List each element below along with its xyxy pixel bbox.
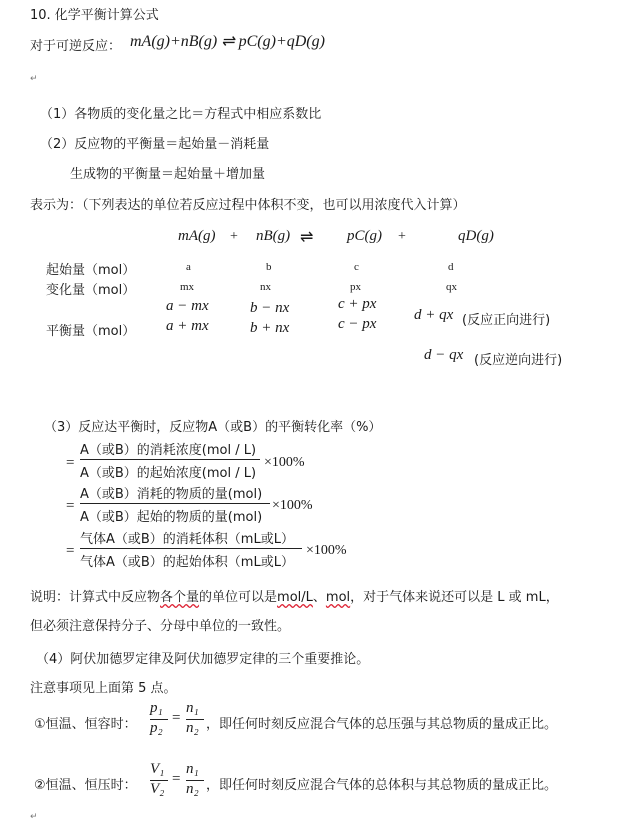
note-text-a: 说明：计算式中反应物 bbox=[30, 590, 161, 605]
fraction-2-multiplier: ×100% bbox=[272, 498, 313, 513]
note-unit-mol-per-l: mol/L bbox=[277, 590, 313, 605]
row-eq-d-forward: d + qx bbox=[414, 307, 454, 323]
table-header-plus-2: + bbox=[398, 229, 406, 244]
inference-2-v2: V₂ bbox=[150, 781, 165, 797]
table-header-equilibrium-arrow: ⇌ bbox=[300, 229, 314, 246]
avogadro-note: 注意事项见上面第 5 点。 bbox=[30, 681, 177, 696]
note-text-c: 的单位可以是 bbox=[199, 590, 278, 605]
fraction-3-denominator: 气体A（或B）的起始体积（mL或L） bbox=[80, 555, 294, 570]
fraction-1-multiplier: ×100% bbox=[264, 455, 305, 470]
row-eq-label: 平衡量（mol） bbox=[46, 324, 136, 339]
row-eq-c-minus: c − px bbox=[338, 316, 377, 332]
fraction-2-denominator: A（或B）起始的物质的量(mol) bbox=[80, 510, 263, 525]
forward-note: (反应正向进行) bbox=[462, 313, 551, 328]
fraction-3-numerator: 气体A（或B）的消耗体积（mL或L） bbox=[80, 532, 294, 547]
inference-1-p2: p₂ bbox=[150, 720, 163, 736]
fraction-2-numerator: A（或B）消耗的物质的量(mol) bbox=[80, 487, 263, 502]
paragraph-mark-end: ↵ bbox=[30, 812, 38, 822]
page-title: 10. 化学平衡计算公式 bbox=[30, 8, 159, 23]
rule-1: （1）各物质的变化量之比＝方程式中相应系数比 bbox=[40, 107, 322, 122]
reaction-equation: mA(g)+nB(g) ⇌ pC(g)+qD(g) bbox=[130, 33, 325, 50]
row-start-b: b bbox=[266, 261, 272, 273]
table-header-mA: mA(g) bbox=[178, 228, 216, 244]
row-start-c: c bbox=[354, 261, 359, 273]
note-text-b: 各个量 bbox=[160, 590, 200, 605]
row-eq-d-backward: d − qx bbox=[424, 347, 464, 363]
row-eq-a-minus: a − mx bbox=[166, 298, 209, 314]
inference-2-v1: V₁ bbox=[150, 761, 165, 777]
note-line-2: 但必须注意保持分子、分母中单位的一致性。 bbox=[30, 619, 291, 634]
fraction-2-bar bbox=[80, 503, 270, 504]
paragraph-mark: ↵ bbox=[30, 74, 38, 84]
row-change-qx: qx bbox=[446, 281, 457, 293]
note-text-g: ，对于气体来说还可以是 L 或 mL， bbox=[350, 590, 559, 605]
row-start-a: a bbox=[186, 261, 191, 273]
equals-sign-3: = bbox=[66, 543, 75, 559]
equals-sign-1: = bbox=[66, 455, 75, 471]
equals-sign-2: = bbox=[66, 498, 75, 514]
backward-note: (反应逆向进行) bbox=[474, 353, 563, 368]
fraction-3-multiplier: ×100% bbox=[306, 543, 347, 558]
inference-2-n1: n₁ bbox=[186, 761, 199, 777]
row-change-mx: mx bbox=[180, 281, 195, 293]
table-header-pC: pC(g) bbox=[347, 228, 382, 244]
conversion-heading: （3）反应达平衡时，反应物A（或B）的平衡转化率（%） bbox=[44, 420, 382, 435]
row-change-label: 变化量（mol） bbox=[46, 283, 136, 298]
inference-1-n2: n₂ bbox=[186, 720, 199, 736]
inference-2-text: ，即任何时刻反应混合气体的总体积与其总物质的量成正比。 bbox=[206, 778, 558, 793]
reaction-prefix: 对于可逆反应： bbox=[30, 39, 122, 54]
note-text-e: 、 bbox=[312, 590, 326, 605]
row-eq-b-minus: b − nx bbox=[250, 300, 290, 316]
table-header-nB: nB(g) bbox=[256, 228, 291, 244]
rule-3: 生成物的平衡量＝起始量＋增加量 bbox=[70, 167, 266, 182]
row-change-nx: nx bbox=[260, 281, 271, 293]
fraction-1-denominator: A（或B）的起始浓度(mol / L) bbox=[80, 466, 257, 481]
inference-2-label: ②恒温、恒压时： bbox=[34, 778, 137, 793]
row-eq-a-plus: a + mx bbox=[166, 318, 209, 334]
fraction-1-bar bbox=[80, 459, 260, 460]
inference-1-p1: p₁ bbox=[150, 700, 163, 716]
inference-1-label: ①恒温、恒容时： bbox=[34, 717, 137, 732]
avogadro-heading: （4）阿伏加德罗定律及阿伏加德罗定律的三个重要推论。 bbox=[36, 652, 370, 667]
row-start-d: d bbox=[448, 261, 454, 273]
inference-2-n2: n₂ bbox=[186, 781, 199, 797]
inference-1-equals: = bbox=[172, 710, 181, 726]
rule-2: （2）反应物的平衡量＝起始量－消耗量 bbox=[40, 137, 270, 152]
inference-1-text: ，即任何时刻反应混合气体的总压强与其总物质的量成正比。 bbox=[206, 717, 558, 732]
row-change-px: px bbox=[350, 281, 361, 293]
inference-2-equals: = bbox=[172, 771, 181, 787]
inference-1-n1: n₁ bbox=[186, 700, 199, 716]
note-unit-mol: mol bbox=[325, 590, 351, 605]
table-header-plus-1: + bbox=[230, 229, 238, 244]
row-eq-c-plus: c + px bbox=[338, 296, 377, 312]
fraction-3-bar bbox=[80, 548, 302, 549]
fraction-1-numerator: A（或B）的消耗浓度(mol / L) bbox=[80, 443, 257, 458]
table-header-qD: qD(g) bbox=[458, 228, 494, 244]
expressed-as: 表示为：（下列表达的单位若反应过程中体积不变，也可以用浓度代入计算） bbox=[30, 198, 466, 213]
row-start-label: 起始量（mol） bbox=[46, 263, 136, 278]
row-eq-b-plus: b + nx bbox=[250, 320, 290, 336]
note-line-1 bbox=[30, 586, 559, 605]
